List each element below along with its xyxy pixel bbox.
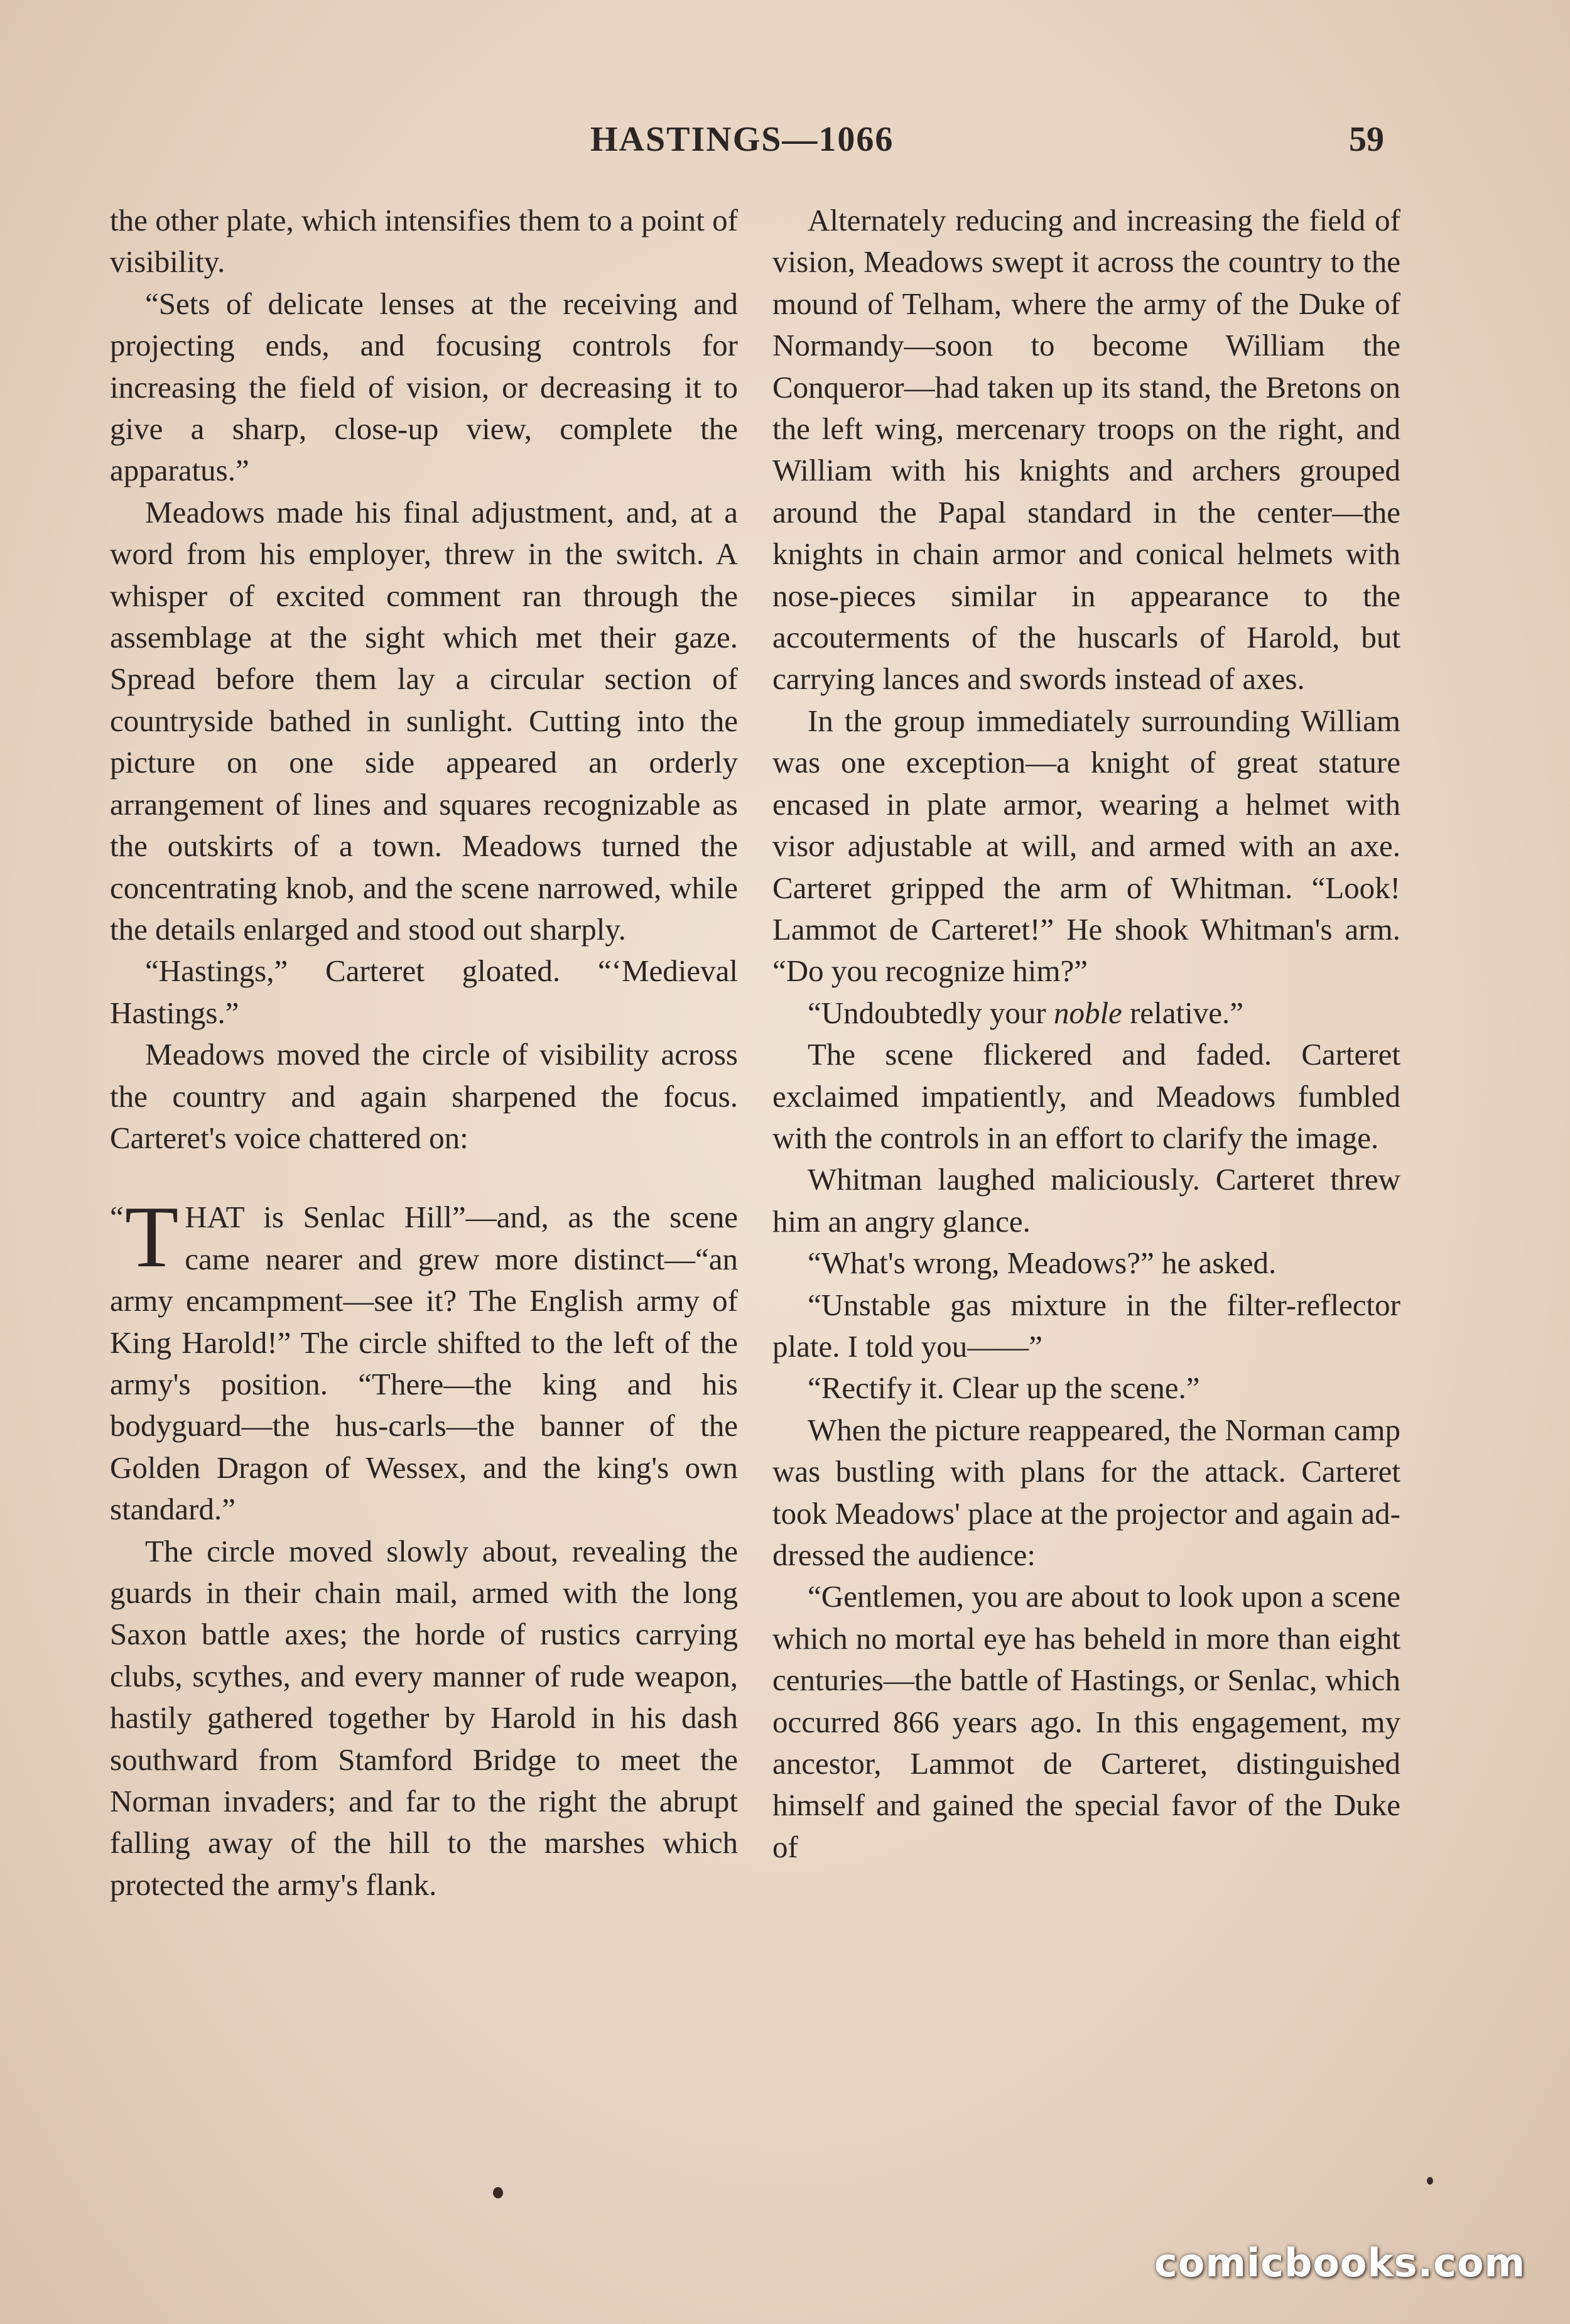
- paragraph: “Rectify it. Clear up the scene.”: [808, 1371, 1200, 1406]
- drop-cap: T: [124, 1188, 179, 1286]
- paragraph: “Hastings,” Carteret gloated. “‘Medieval Hastings.”: [110, 953, 738, 1030]
- running-head: [0, 119, 1570, 170]
- paragraph-text: relative.”: [1122, 995, 1243, 1030]
- emphasized-word: noble: [1053, 995, 1122, 1030]
- paragraph: [772, 992, 1400, 1034]
- section-opening-paragraph: [110, 1188, 738, 1530]
- paragraph: Alternately reducing and increasing the field of vision, Meadows swept it across the country to the mound of Telham, where the army of the Duke of Normandy—soon to become William the Conqueror—had taken up its stand, the Bretons on the left wing, mercenary troops on the right, and William with his knights and archers grouped around the Papal standard in the center—the knights in chain armor and conical helmets with nose-pieces similar in appearance to the accouterments of the huscarls of Harold, but carrying lances and swords instead of axes.: [772, 203, 1400, 697]
- paragraph-text: HAT is Senlac Hill”—and, as the scene came nearer and grew more distinct—“an army encampment—see it? The English army of King Harold!” The circle shifted to the left of the army's position. “There—the king and his bodyguard—the hus-carls—the banner of the Golden Dragon of Wessex, and the king's own standard.”: [110, 1200, 738, 1527]
- paragraph: “Gentlemen, you are about to look upon a scene which no mortal eye has beheld in more than eight centuries—the battle of Hastings, or Senlac, which occurred 866 years ago. In this engagement, my ancestor, Lammot de Carteret, distinguished himself and gained the special favor of the Duke of: [772, 1579, 1400, 1864]
- paragraph: the other plate, which intensifies them to a point of visibility.: [110, 203, 738, 280]
- right-column: [772, 200, 1400, 1868]
- paragraph: Whitman laughed maliciously. Carteret threw him an angry glance.: [772, 1162, 1400, 1239]
- paragraph-text: “Undoubtedly your: [808, 995, 1054, 1030]
- page-number: 59: [1349, 120, 1384, 159]
- left-column: [110, 200, 738, 1906]
- ink-speck: [493, 2187, 503, 2198]
- watermark-logo: comicbooks.com: [1154, 2240, 1526, 2286]
- paragraph: “Sets of delicate lenses at the receiving and projecting ends, and focusing controls for increasing the field of vision, or decreasing it to give a sharp, close-up view, complete the apparatus.”: [110, 286, 738, 488]
- paragraph: In the group immediately surrounding William was one exception—a knight of great stature encased in plate armor, wearing a helmet with visor adjustable at will, and armed with an axe. Carteret gripped the arm of Whitman. “Look! Lammot de Carteret!” He shook Whitman's arm. “Do you recognize him?”: [772, 703, 1400, 989]
- paragraph: “Unstable gas mixture in the filter-reflector plate. I told you——”: [772, 1287, 1400, 1364]
- paragraph: Meadows made his final adjustment, and, at a word from his employer, threw in the switch. A whisper of excited comment ran through the assemblage at the sight which met their gaze. Spread before them lay a circular section of countryside bathed in sunlight. Cutting into the picture on one side appeared an orderly arrangement of lines and squares recognizable as the outskirts of a town. Meadows turned the concentrating knob, and the scene narrowed, while the details enlarged and stood out sharply.: [110, 494, 738, 947]
- paragraph: “What's wrong, Meadows?” he asked.: [808, 1246, 1277, 1281]
- ink-speck: [1427, 2177, 1433, 2185]
- page-title: HASTINGS—1066: [590, 120, 894, 159]
- paragraph: Meadows moved the circle of visibility across the country and again sharpened the focus. Carteret's voice chattered on:: [110, 1037, 738, 1155]
- paragraph: The circle moved slowly about, revealing the guards in their chain mail, armed with the long Saxon battle axes; the horde of rustics carrying clubs, scythes, and every manner of rude weapon, hastily gathered together by Harold in his dash southward from Stamford Bridge to meet the Norman invaders; and far to the right the abrupt falling away of the hill to the marshes which protected the army's flank.: [110, 1533, 738, 1902]
- opening-quote-mark: “: [110, 1200, 124, 1235]
- paragraph: The scene flickered and faded. Carteret exclaimed impatiently, and Meadows fumbled with the controls in an effort to clarify the image.: [772, 1037, 1400, 1155]
- paragraph: When the picture reappeared, the Norman camp was bustling with plans for the attack. Carteret took Meadows' place at the projector and again addressed the audience:: [772, 1412, 1400, 1572]
